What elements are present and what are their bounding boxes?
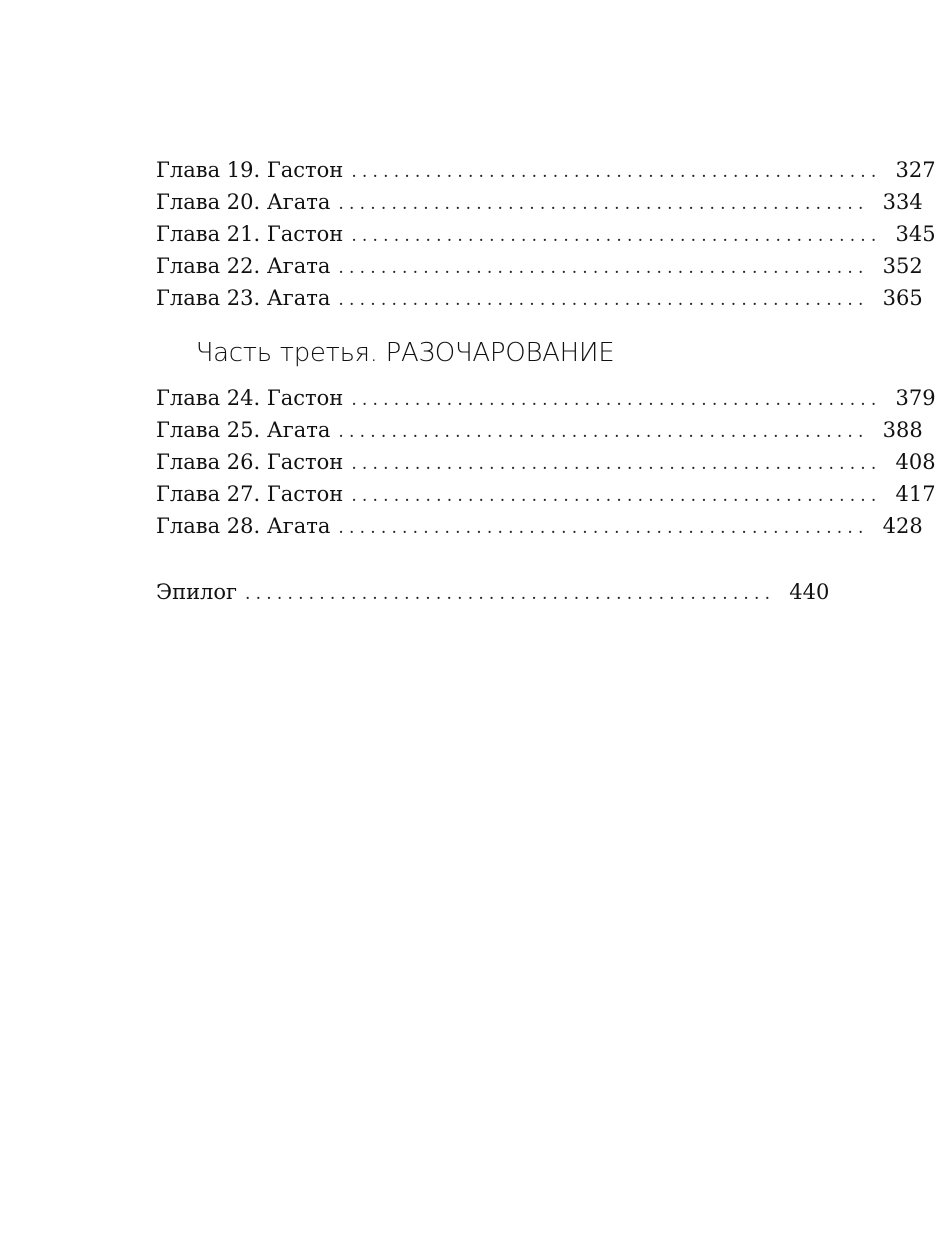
section-spacer [156, 542, 654, 576]
dot-leader: .................................................. [338, 422, 869, 442]
table-of-contents [156, 154, 936, 608]
toc-entry-title: Эпилог [156, 580, 238, 604]
toc-entry [156, 186, 923, 218]
toc-entry-page: 327 [895, 158, 936, 182]
toc-entry-title: Глава 21. Гастон [156, 222, 344, 246]
toc-entry [156, 382, 936, 414]
toc-entry-page: 379 [895, 386, 936, 410]
dot-leader: .................................................. [338, 290, 869, 310]
toc-entry-page: 352 [882, 254, 923, 278]
toc-entry-page: 388 [882, 418, 923, 442]
toc-entry-title: Глава 19. Гастон [156, 158, 344, 182]
toc-entry-title: Глава 23. Агата [156, 286, 331, 310]
dot-leader: .................................................. [351, 226, 882, 246]
part-heading: Часть третья. РАЗОЧАРОВАНИЕ [195, 338, 615, 368]
toc-entry-epilogue [156, 576, 830, 608]
toc-entry-title: Глава 20. Агата [156, 190, 331, 214]
toc-entry [156, 250, 923, 282]
toc-entry-title: Глава 28. Агата [156, 514, 331, 538]
dot-leader: .................................................. [351, 162, 882, 182]
toc-entry-title: Глава 27. Гастон [156, 482, 344, 506]
toc-entry-page: 334 [882, 190, 923, 214]
toc-entry-page: 417 [895, 482, 936, 506]
toc-entry-page: 428 [882, 514, 923, 538]
dot-leader: .................................................. [338, 518, 869, 538]
dot-leader: .................................................. [351, 454, 882, 474]
toc-entry-title: Глава 26. Гастон [156, 450, 344, 474]
dot-leader: .................................................. [245, 584, 776, 604]
toc-entry [156, 446, 936, 478]
toc-entry [156, 154, 936, 186]
dot-leader: .................................................. [338, 194, 869, 214]
toc-entry [156, 510, 923, 542]
toc-entry-title: Глава 25. Агата [156, 418, 331, 442]
toc-entry [156, 282, 923, 314]
toc-entry [156, 478, 936, 510]
toc-entry-page: 345 [895, 222, 936, 246]
toc-entry-page: 440 [789, 580, 830, 604]
toc-entry [156, 414, 923, 446]
dot-leader: .................................................. [338, 258, 869, 278]
toc-entry [156, 218, 936, 250]
dot-leader: .................................................. [351, 486, 882, 506]
toc-entry-page: 365 [882, 286, 923, 310]
dot-leader: .................................................. [351, 390, 882, 410]
toc-entry-page: 408 [895, 450, 936, 474]
toc-entry-title: Глава 22. Агата [156, 254, 331, 278]
toc-entry-title: Глава 24. Гастон [156, 386, 344, 410]
